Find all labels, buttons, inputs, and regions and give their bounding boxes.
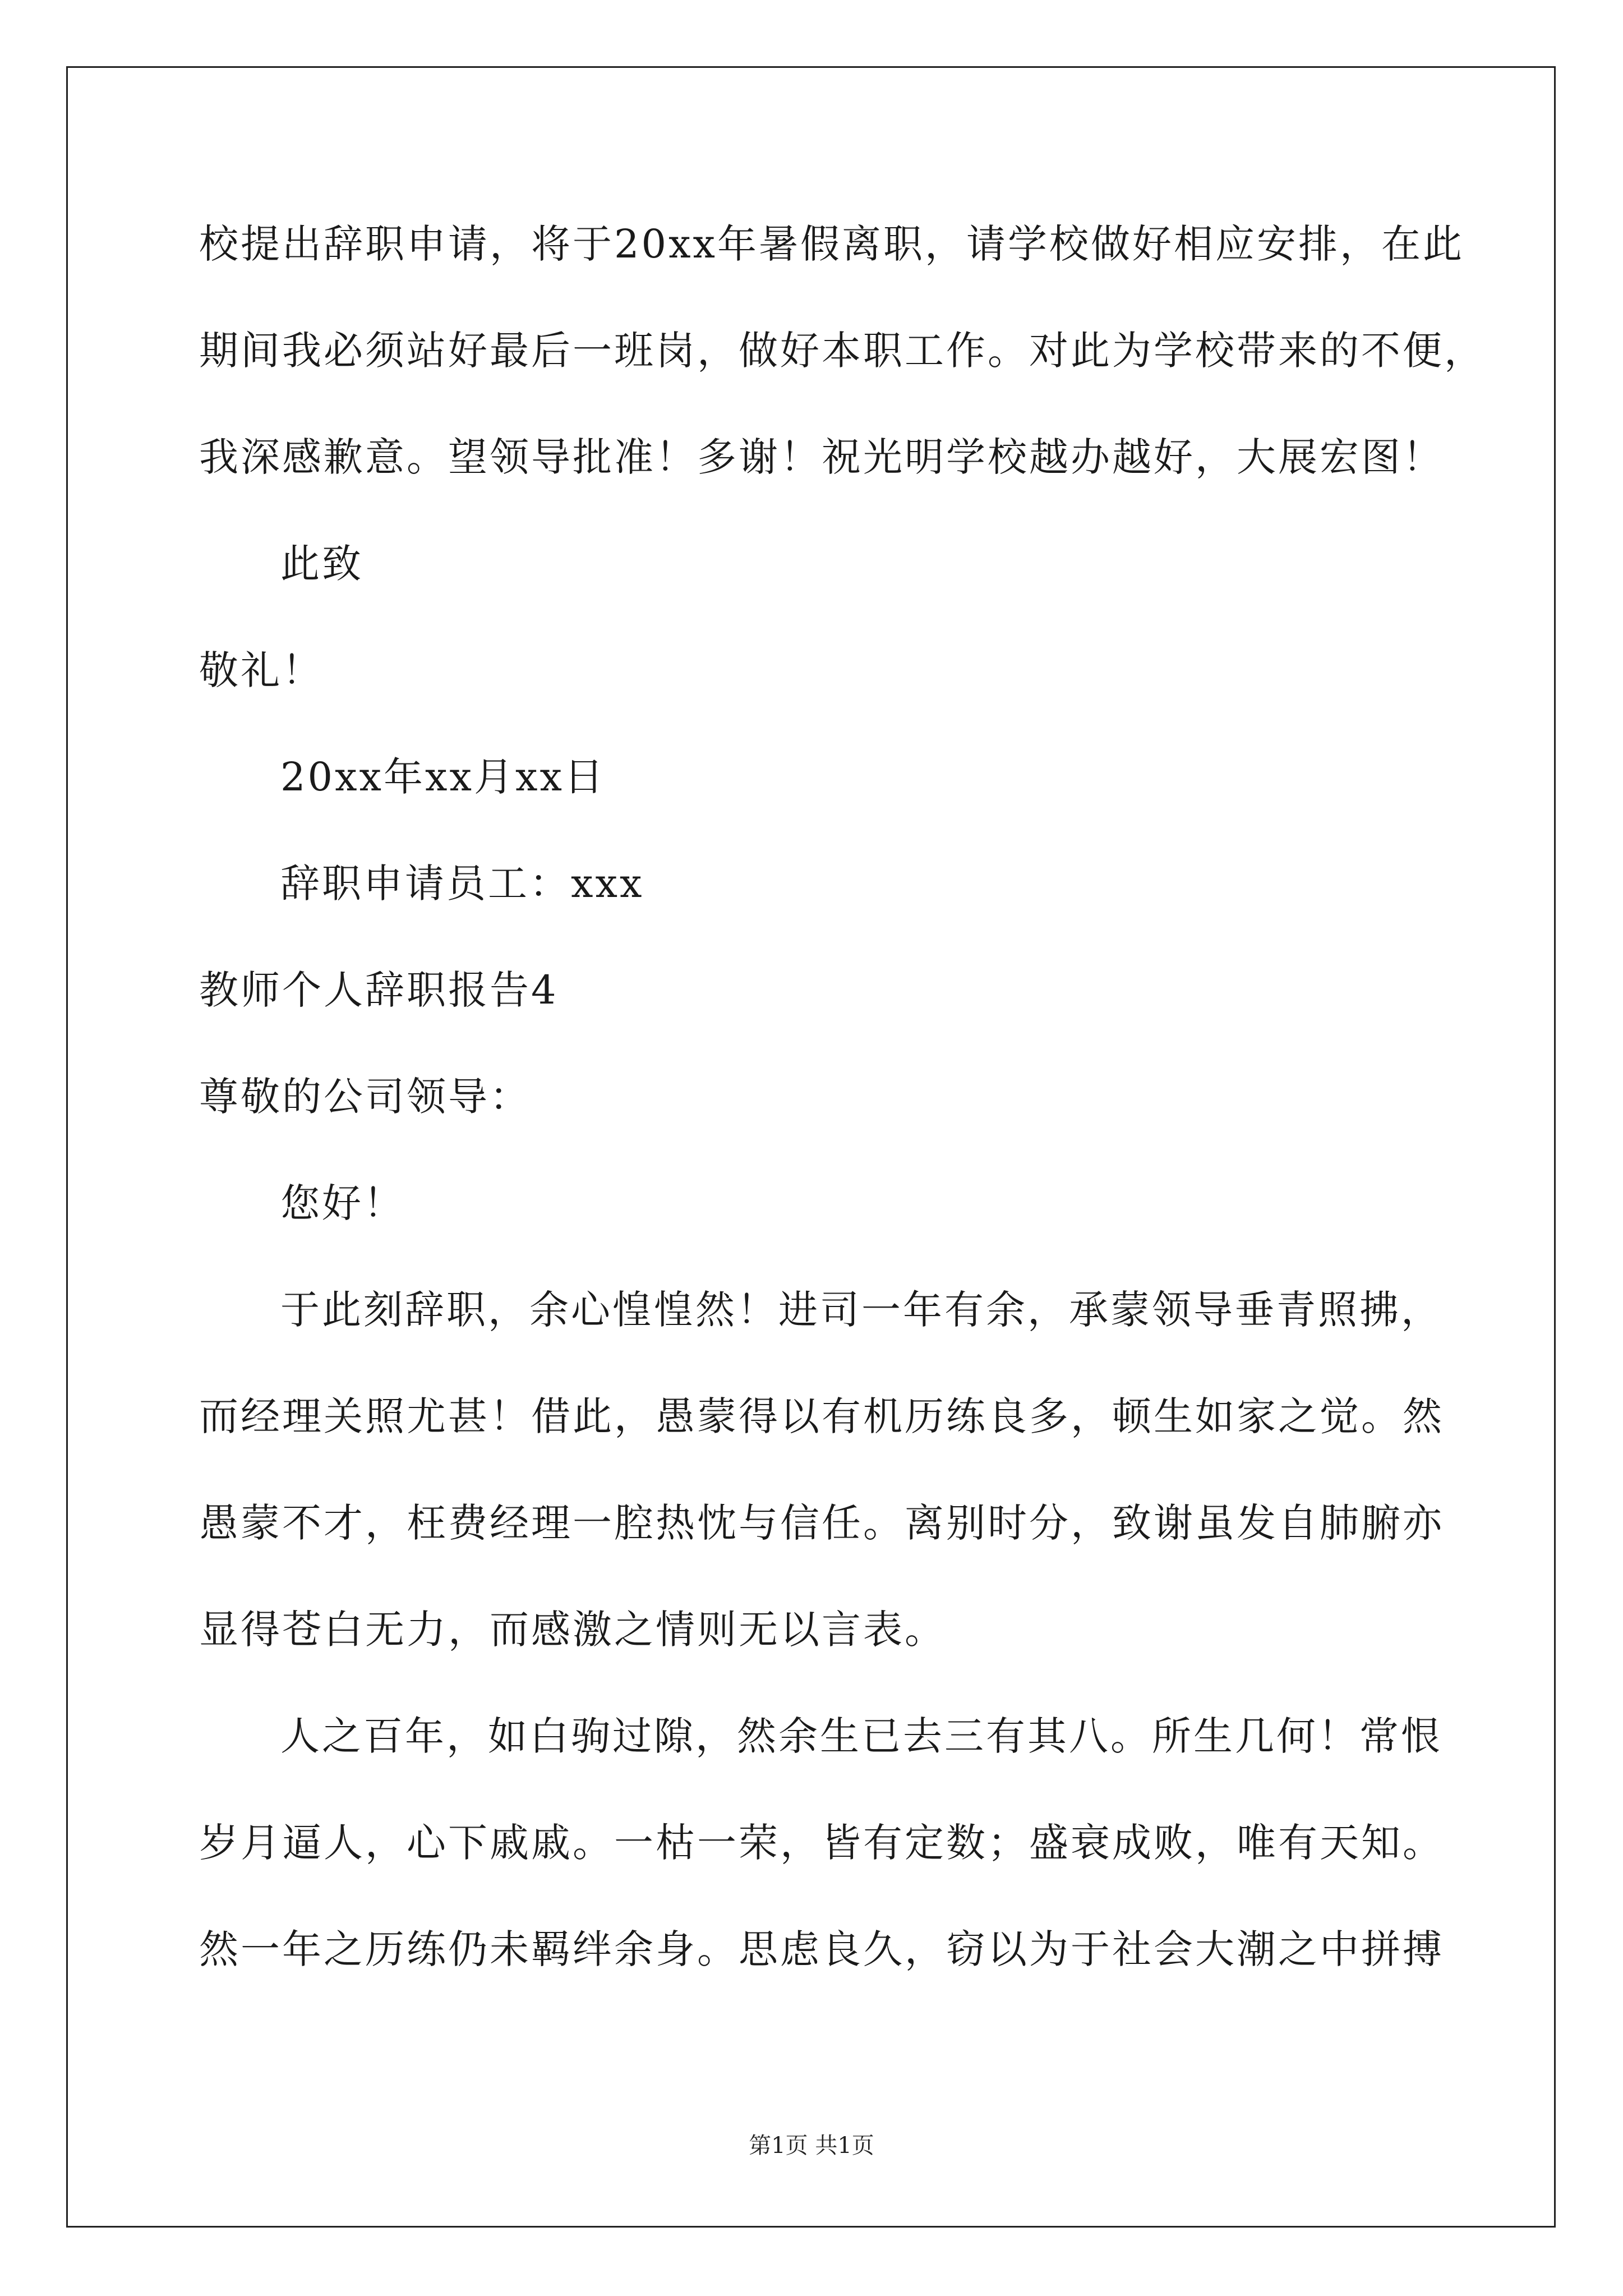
body-line: 显得苍白无力，而感激之情则无以言表。 (199, 1607, 946, 1653)
closing-regards: 敬礼！ (199, 647, 324, 693)
body-line: 然一年之历练仍未羁绊余身。思虑良久，窃以为于社会大潮之中拼搏 (199, 1926, 1444, 1972)
body-line: 期间我必须站好最后一班岗，做好本职工作。对此为学校带来的不便， (199, 328, 1486, 374)
page-footer: 第1页 共1页 (749, 2133, 874, 2159)
page-border (66, 66, 1556, 2228)
letter-greeting: 尊敬的公司领导： (199, 1074, 531, 1120)
body-line: 岁月逼人，心下戚戚。一枯一荣，皆有定数；盛衰成败，唯有天知。 (199, 1820, 1444, 1866)
greeting-line: 您好！ (280, 1180, 405, 1226)
closing-salutation: 此致 (280, 541, 363, 587)
date-line: 20xx年xx月xx日 (280, 754, 606, 800)
body-line: 愚蒙不才，枉费经理一腔热忱与信任。离别时分，致谢虽发自肺腑亦 (199, 1500, 1444, 1546)
body-line: 我深感歉意。望领导批准！多谢！祝光明学校越办越好，大展宏图！ (199, 434, 1444, 480)
body-line: 人之百年，如白驹过隙，然余生已去三有其八。所生几何！常恨 (280, 1713, 1442, 1759)
signature-line: 辞职申请员工：xxx (280, 861, 644, 907)
body-line: 而经理关照尤甚！借此，愚蒙得以有机历练良多，顿生如家之觉。然 (199, 1393, 1444, 1439)
section-title: 教师个人辞职报告4 (199, 967, 559, 1013)
body-line: 校提出辞职申请，将于20xx年暑假离职，请学校做好相应安排，在此 (199, 221, 1465, 267)
body-line: 于此刻辞职，余心惶惶然！进司一年有余，承蒙领导垂青照拂， (280, 1287, 1442, 1333)
